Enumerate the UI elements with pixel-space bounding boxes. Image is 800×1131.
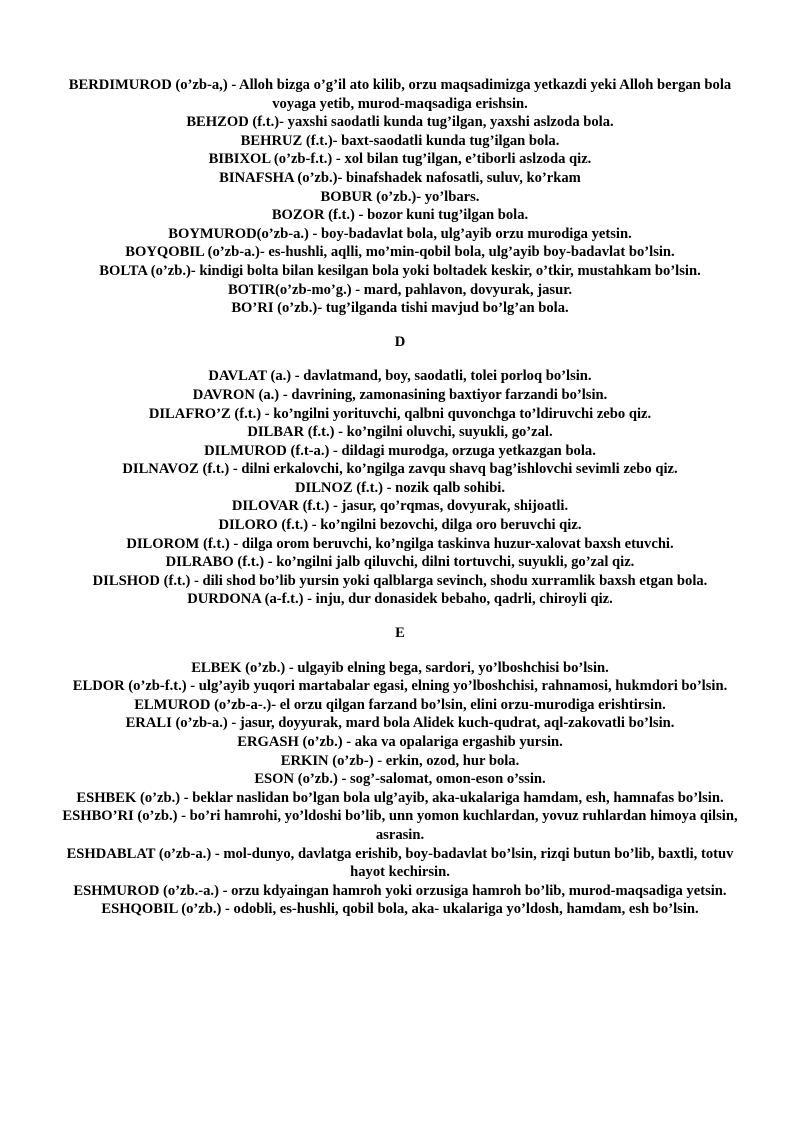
entry-diloro: DILORO (f.t.) - ko’ngilni bezovchi, dilga oro beruvchi qiz. (218, 517, 582, 534)
entry-dilbar: DILBAR (f.t.) - ko’ngilni oluvchi, suyukli, go’zal. (247, 424, 553, 441)
entry-dilovar: DILOVAR (f.t.) - jasur, qo’rqmas, dovyurak, shijoatli. (231, 498, 569, 515)
entry-binafsha: BINAFSHA (o’zb.)- binafshadek nafosatli, suluv, ko’rkam (219, 169, 581, 186)
entry-bibixol: BIBIXOL (o’zb-f.t.) - xol bilan tug’ilgan, e’tiborli aslzoda qiz. (208, 151, 592, 168)
entry-dilshod: DILSHOD (f.t.) - dili shod bo’lib yursin yoki qalblarga sevinch, shodu xurramlik baxsh etgan bola. (92, 572, 708, 589)
entry-dilnavoz: DILNAVOZ (f.t.) - dilni erkalovchi, ko’ngilga zavqu shavq bag’ishlovchi sevimli zebo qiz. (122, 461, 678, 478)
entry-durdona: DURDONA (a-f.t.) - inju, dur donasidek bebaho, qadrli, chiroyli qiz. (187, 591, 613, 608)
entry-berdimurod: BERDIMUROD (o’zb-a,) - Alloh bizga o’g’il ato kilib, orzu maqsadimizga yetkazdi yeki Alloh bergan bola voyaga yetib, murod-maqsadiga erishsin. (68, 77, 732, 112)
entry-bori: BO’RI (o’zb.)- tug’ilganda tishi mavjud bo’lg’an bola. (231, 300, 569, 317)
entry-eshdablat: ESHDABLAT (o’zb-a.) - mol-dunyo, davlatga erishib, boy-badavlat bo’lsin, rizqi butun bo’lib, baxtli, totuv hayot kechirsin. (66, 845, 734, 881)
entry-davlat: DAVLAT (a.) - davlatmand, boy, saodatli, tolei porloq bo’lsin. (208, 368, 592, 385)
section-heading-d: D (394, 333, 406, 350)
entry-botir: BOTIR(o’zb-mo’g.) - mard, pahlavon, dovyurak, jasur. (227, 281, 573, 298)
section-e (56, 624, 744, 919)
section-heading-e: E (395, 625, 405, 642)
entry-eshbori: ESHBO’RI (o’zb.) - bo’ri hamrohi, yo’ldoshi bo’lib, unn yomon kuchlardan, yovuz ruhlardan himoya qilsin, asrasin. (62, 808, 738, 843)
entry-bozor: BOZOR (f.t.) - bozor kuni tug’ilgan bola. (271, 207, 529, 224)
entry-dilorom: DILOROM (f.t.) - dilga orom beruvchi, ko’ngilga taskinva huzur-xalovat baxsh etuvchi. (126, 535, 674, 552)
entry-eldor: ELDOR (o’zb-f.t.) - ulg’ayib yuqori martabalar egasi, elning yo’lboshchisi, rahnamosi, hukmdori bo’lsin. (72, 678, 728, 695)
entry-eshbek: ESHBEK (o’zb.) - beklar naslidan bo’lgan bola ulg’ayib, aka-ukalariga hamdam, esh, hamnafas bo’lsin. (76, 789, 724, 806)
entry-eshqobil: ESHQOBIL (o’zb.) - odobli, es-hushli, qobil bola, aka- ukalariga yo’ldosh, hamdam, esh bo’lsin. (101, 901, 699, 918)
entry-behruz: BEHRUZ (f.t.)- baxt-saodatli kunda tug’ilgan bola. (240, 132, 560, 149)
entry-dilnoz: DILNOZ (f.t.) - nozik qalb sohibi. (294, 479, 506, 496)
entry-eson: ESON (o’zb.) - sog’-salomat, omon-eson o’ssin. (254, 771, 546, 788)
entry-elbek: ELBEK (o’zb.) - ulgayib elning bega, sardori, yo’lboshchisi bo’lsin. (191, 659, 609, 676)
entry-boymurod: BOYMUROD(o’zb-a.) - boy-badavlat bola, ulg’ayib orzu murodiga yetsin. (168, 225, 632, 242)
entry-behzod: BEHZOD (f.t.)- yaxshi saodatli kunda tug’ilgan, yaxshi aslzoda bola. (186, 114, 614, 131)
entry-dilmurod: DILMUROD (f.t-a.) - dildagi murodga, orzuga yetkazgan bola. (204, 442, 596, 459)
entry-erali: ERALI (o’zb-a.) - jasur, doyyurak, mard bola Alidek kuch-qudrat, aql-zakovatli bo’lsin. (125, 715, 675, 732)
entry-dilrabo: DILRABO (f.t.) - ko’ngilni jalb qiluvchi, dilni tortuvchi, suyukli, go’zal qiz. (165, 554, 635, 571)
entry-eshmurod: ESHMUROD (o’zb.-a.) - orzu kdyaingan hamroh yoki orzusiga hamroh bo’lib, murod-maqsadiga yetsin. (73, 882, 727, 899)
entry-ergash: ERGASH (o’zb.) - aka va opalariga ergashib yursin. (237, 734, 563, 750)
section-d (56, 333, 744, 609)
entry-bolta: BOLTA (o’zb.)- kindigi bolta bilan kesilgan bola yoki boltadek keskir, o’tkir, mustahkam bo’lsin. (99, 262, 701, 279)
entry-davron: DAVRON (a.) - davrining, zamonasining baxtiyor farzandi bo’lsin. (192, 386, 608, 403)
entry-elmurod: ELMUROD (o’zb-a-.)- el orzu qilgan farzand bo’lsin, elini orzu-murodiga erishtirsin. (134, 696, 666, 713)
entry-boyqobil: BOYQOBIL (o’zb-a.)- es-hushli, aqlli, mo’min-qobil bola, ulg’ayib boy-badavlat bo’lsin. (125, 244, 675, 261)
entry-dilafroz: DILAFRO’Z (f.t.) - ko’ngilni yorituvchi, qalbni quvonchga to’ldiruvchi zebo qiz. (148, 405, 652, 422)
section-b (56, 76, 744, 318)
entry-erkin: ERKIN (o’zb-) - erkin, ozod, hur bola. (280, 752, 520, 769)
entry-bobur: BOBUR (o’zb.)- yo’lbars. (320, 188, 480, 205)
